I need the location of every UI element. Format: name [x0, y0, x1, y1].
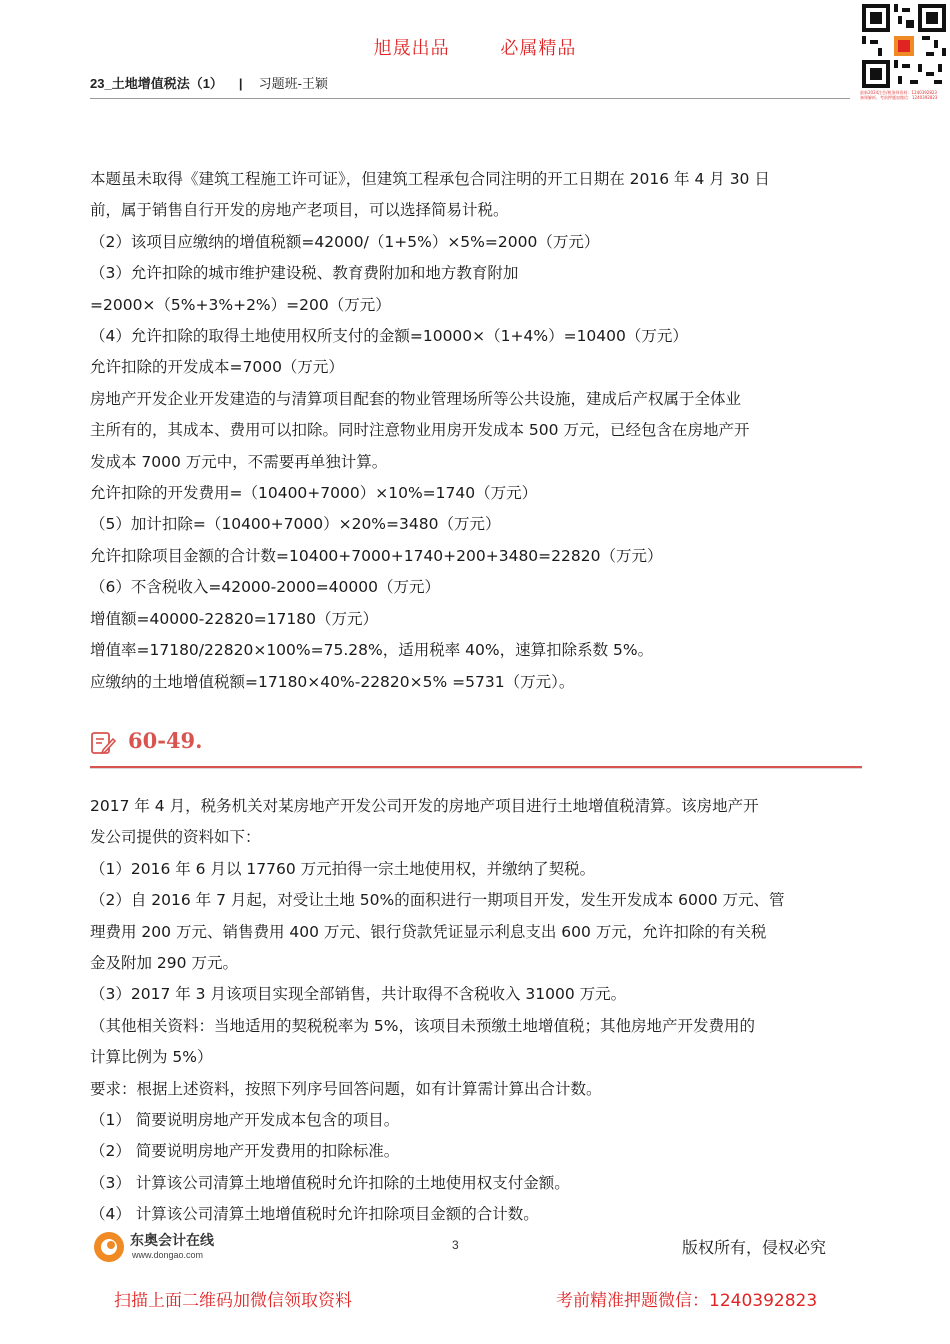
answer-line: （2）该项目应缴纳的增值税额=42000/（1+5%）×5%=2000（万元）: [90, 232, 600, 251]
page-number: 3: [452, 1238, 459, 1252]
dongao-logo-icon: [92, 1230, 126, 1264]
question-line: 发公司提供的资料如下：: [90, 828, 261, 847]
qr-caption-line: 备课解析、考前押题加微信：1240392823: [860, 95, 938, 100]
answer-block: [90, 164, 862, 698]
answer-line: 应缴纳的土地增值税额=17180×40%-22820×5% =5731（万元）。: [90, 672, 575, 691]
question-line: （3） 计算该公司清算土地增值税时允许扣除的土地使用权支付金额。: [90, 1173, 570, 1192]
answer-line: 主所有的，其成本、费用可以扣除。同时注意物业用房开发成本 500 万元，已经包含在房地产开: [90, 421, 750, 440]
question-divider-shadow: [90, 768, 862, 769]
qr-caption-line: 最新2024注会/税务师资料：1240392823: [860, 90, 937, 95]
question-line: （1）2016 年 6 月以 17760 万元拍得一宗土地使用权，并缴纳了契税。: [90, 859, 596, 878]
answer-line: （5）加计扣除=（10400+7000）×20%=3480（万元）: [90, 515, 501, 534]
header-separator: |: [238, 76, 243, 91]
question-line: 理费用 200 万元、销售费用 400 万元、银行贷款凭证显示利息支出 600 万元，允许扣除的有关税: [90, 922, 767, 941]
answer-line: 前，属于销售自行开发的房地产老项目，可以选择简易计税。: [90, 201, 509, 220]
question-line: 要求：根据上述资料，按照下列序号回答问题，如有计算需计算出合计数。: [90, 1079, 602, 1098]
chapter-title: 23_土地增值税法（1）: [90, 76, 223, 91]
qr-code-icon: [862, 4, 946, 88]
answer-line: =2000×（5%+3%+2%）=200（万元）: [90, 295, 391, 314]
answer-line: 房地产开发企业开发建造的与清算项目配套的物业管理场所等公共设施，建成后产权属于全体业: [90, 389, 742, 408]
dongao-logo: [92, 1228, 252, 1266]
course-header: [90, 73, 328, 92]
question-line: 2017 年 4 月，税务机关对某房地产开发公司开发的房地产项目进行土地增值税清算。该房地产开: [90, 797, 759, 815]
answer-line: 增值率=17180/22820×100%=75.28%，适用税率 40%，速算扣除系数 5%。: [90, 641, 654, 660]
promo-scan-text: 扫描上面二维码加微信领取资料: [114, 1291, 352, 1311]
question-block: [90, 791, 862, 1231]
question-line: 计算比例为 5%）: [90, 1048, 213, 1067]
answer-line: 本题虽未取得《建筑工程施工许可证》，但建筑工程承包合同注明的开工日期在 2016 年 4 月 30 日: [90, 170, 770, 188]
answer-line: （3）允许扣除的城市维护建设税、教育费附加和地方教育附加: [90, 264, 519, 283]
copyright-notice: 版权所有，侵权必究: [682, 1238, 827, 1257]
course-name: 习题班-王颖: [258, 76, 328, 91]
answer-line: （4）允许扣除的取得土地使用权所支付的金额=10000×（1+4%）=10400（万元）: [90, 327, 688, 346]
answer-line: （6）不含税收入=42000-2000=40000（万元）: [90, 578, 440, 597]
edit-note-icon: [90, 730, 116, 756]
answer-line: 允许扣除的开发费用=（10400+7000）×10%=1740（万元）: [90, 484, 538, 503]
question-line: （4） 计算该公司清算土地增值税时允许扣除项目金额的合计数。: [90, 1205, 539, 1224]
question-line: （2） 简要说明房地产开发费用的扣除标准。: [90, 1142, 400, 1161]
qr-caption: [860, 90, 950, 100]
question-line: （3）2017 年 3 月该项目实现全部销售，共计取得不含税收入 31000 万元。: [90, 985, 627, 1004]
question-line: 金及附加 290 万元。: [90, 954, 238, 973]
answer-line: 允许扣除项目金额的合计数=10400+7000+1740+200+3480=22820（万元）: [90, 546, 663, 565]
brand-banner: [0, 34, 950, 60]
answer-line: 发成本 7000 万元中，不需要再单独计算。: [90, 452, 388, 471]
logo-url: www.dongao.com: [132, 1250, 204, 1260]
question-line: （2）自 2016 年 7 月起，对受让土地 50%的面积进行一期项目开发，发生开发成本 6000 万元、管: [90, 891, 785, 910]
question-line: （其他相关资料：当地适用的契税税率为 5%，该项目未预缴土地增值税；其他房地产开发费用的: [90, 1016, 756, 1035]
logo-name: 东奥会计在线: [130, 1233, 214, 1249]
header-divider: [90, 98, 850, 99]
question-heading: [90, 728, 862, 768]
brand-left-text: 旭晟出品: [373, 38, 450, 59]
promo-wechat-text: 考前精准押题微信：1240392823: [556, 1291, 818, 1311]
brand-right-text: 必属精品: [500, 38, 577, 59]
answer-line: 允许扣除的开发成本=7000（万元）: [90, 358, 344, 377]
question-line: （1） 简要说明房地产开发成本包含的项目。: [90, 1111, 400, 1130]
answer-line: 增值额=40000-22820=17180（万元）: [90, 609, 378, 628]
question-number: 60-49.: [128, 728, 203, 753]
